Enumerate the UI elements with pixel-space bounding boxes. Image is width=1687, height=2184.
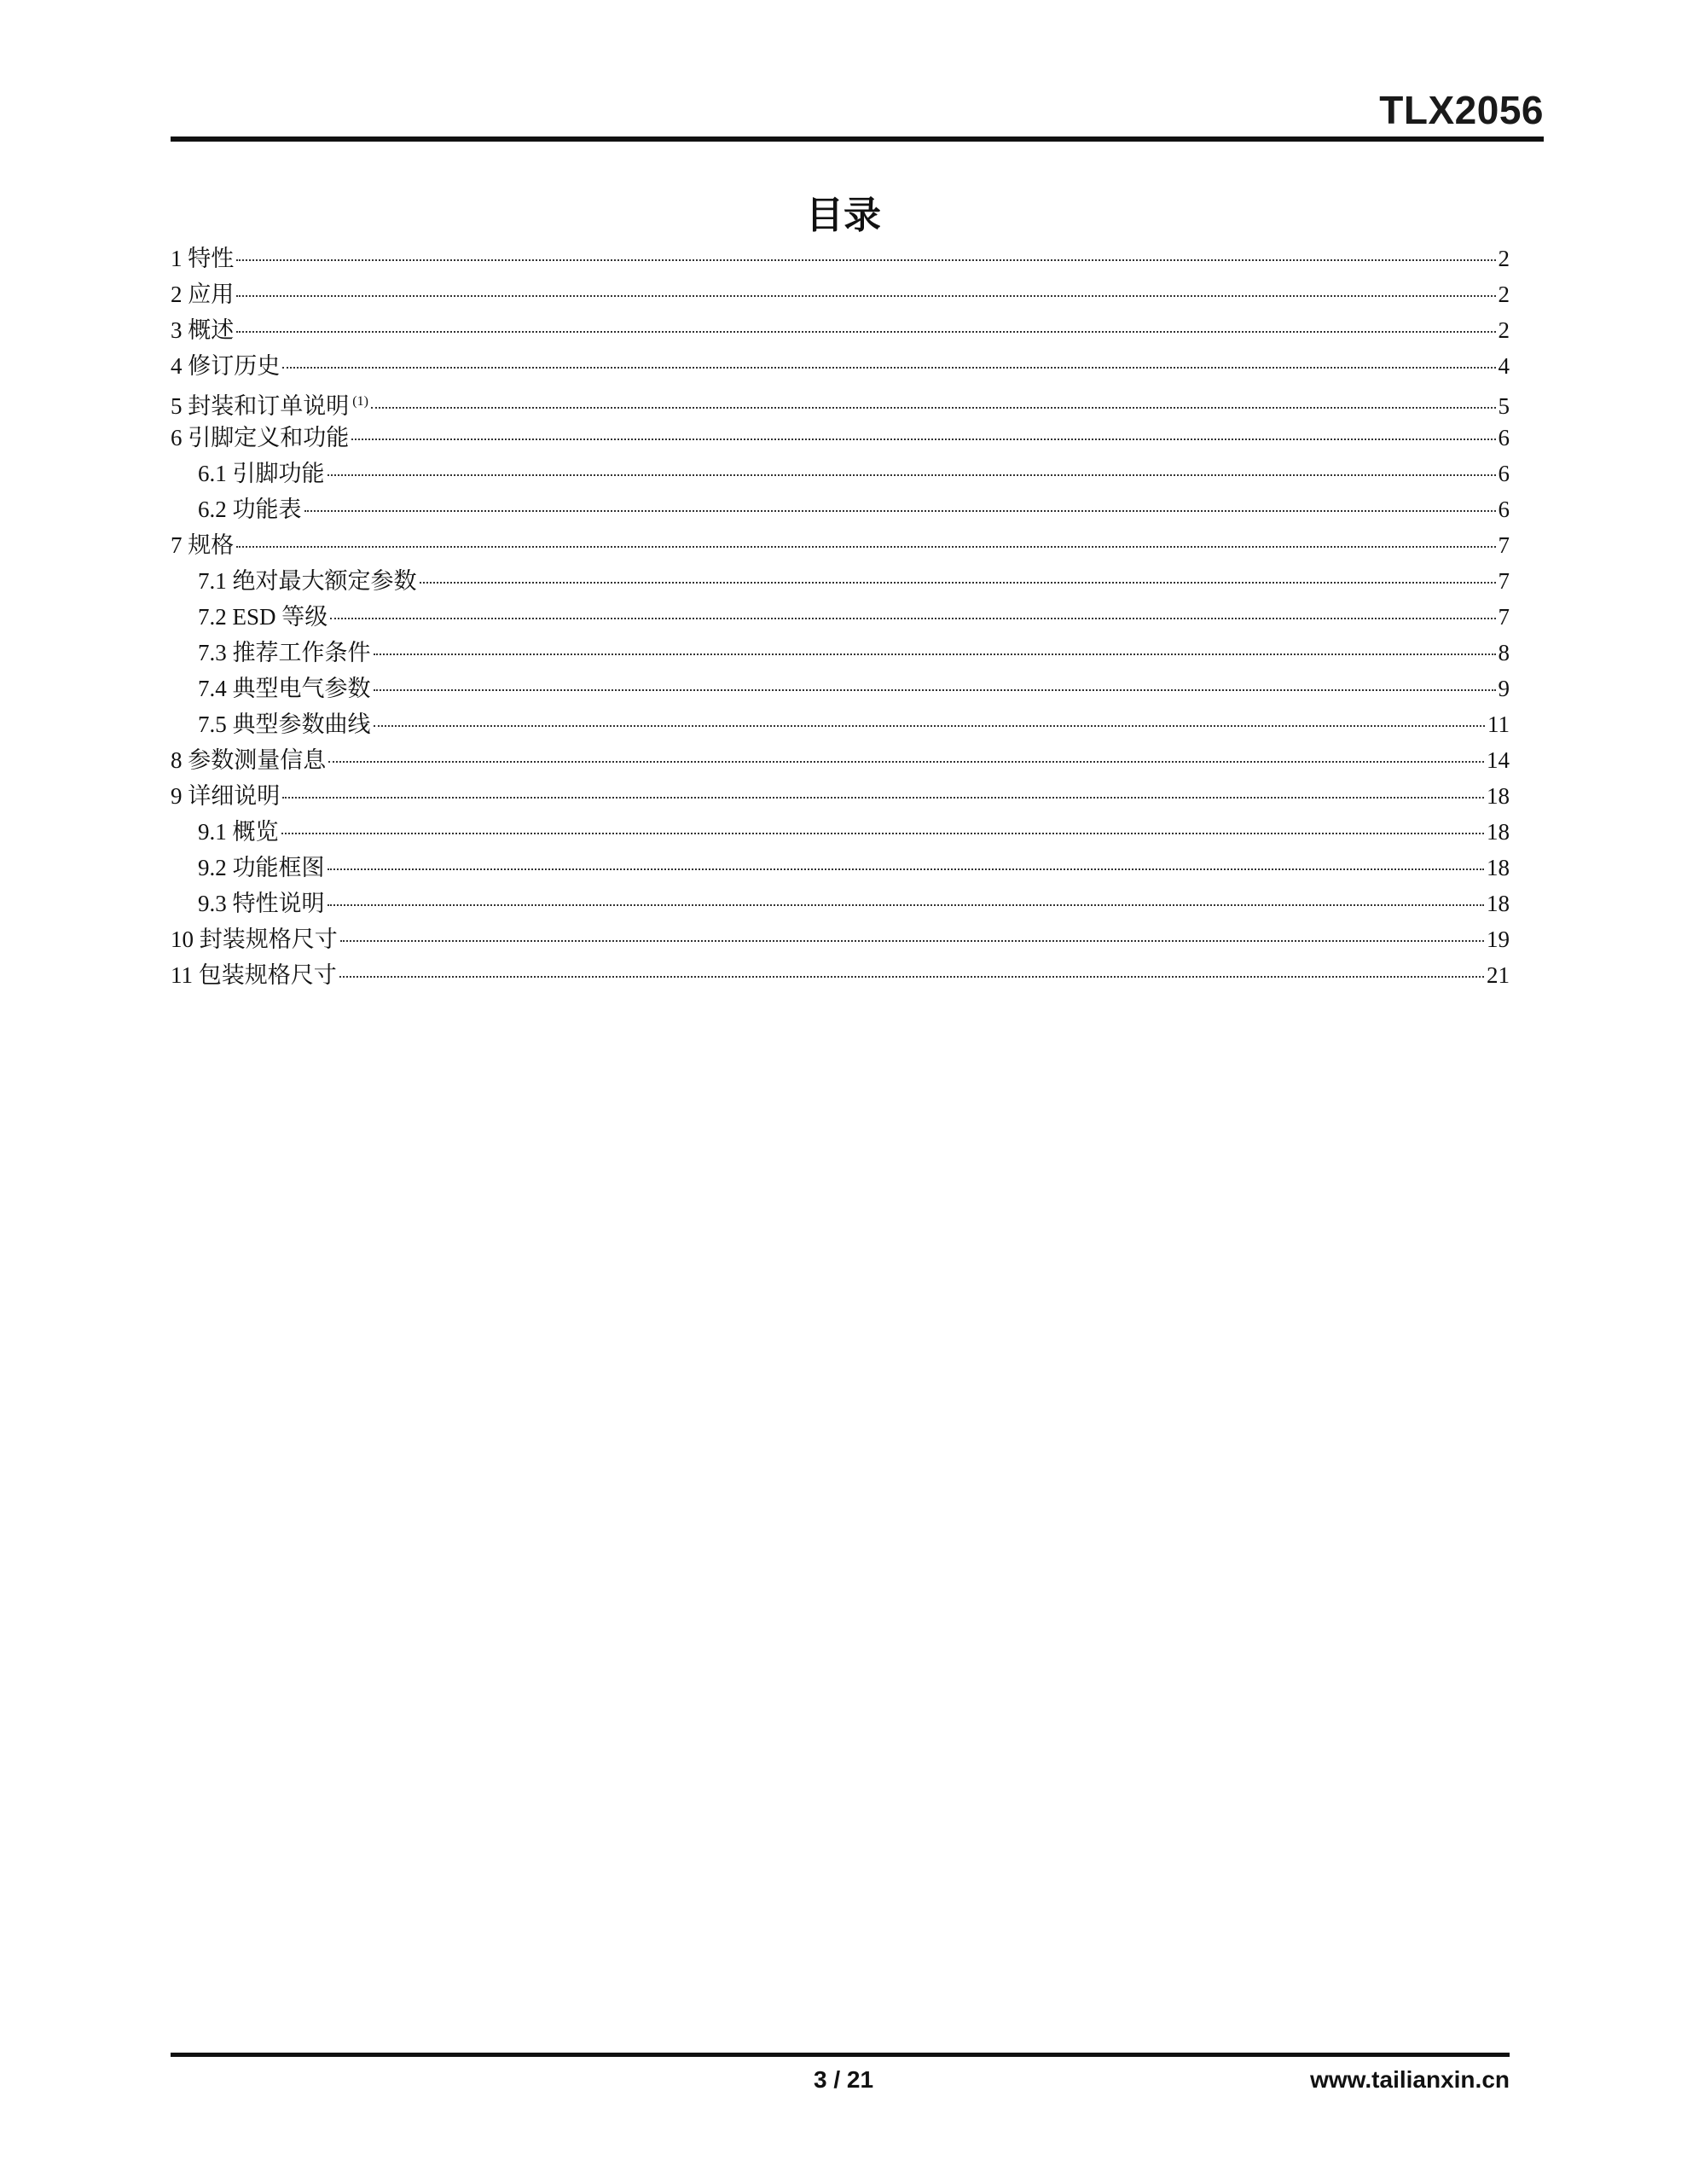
- toc-entry-title: 7.2 ESD 等级: [198, 604, 328, 630]
- dot-leader: [340, 940, 1484, 942]
- dot-leader: [330, 618, 1495, 619]
- footer-divider: [171, 2053, 1510, 2057]
- toc-entry[interactable]: [171, 778, 1510, 814]
- dot-leader: [304, 510, 1496, 512]
- toc-entry[interactable]: [171, 635, 1510, 671]
- toc-entry[interactable]: [171, 742, 1510, 778]
- toc-entry-title: 3 概述: [171, 317, 235, 343]
- toc-entry-title: 7.1 绝对最大额定参数: [198, 568, 417, 594]
- dot-leader: [236, 546, 1495, 548]
- toc-entry-page: 7: [1498, 568, 1510, 594]
- toc-entry-page: 19: [1487, 926, 1510, 952]
- toc-entry-page: 4: [1498, 353, 1510, 379]
- toc-entry-page: 6: [1498, 461, 1510, 486]
- toc-entry[interactable]: [171, 850, 1510, 886]
- dot-leader: [281, 833, 1485, 834]
- dot-leader: [236, 331, 1495, 333]
- toc-entry-page: 7: [1498, 532, 1510, 558]
- toc-entry-page: 7: [1498, 604, 1510, 630]
- dot-leader: [374, 725, 1486, 727]
- toc-entry[interactable]: [171, 921, 1510, 957]
- dot-leader: [328, 868, 1485, 870]
- website-link[interactable]: www.tailianxin.cn: [1310, 2066, 1510, 2093]
- toc-entry-title: 6 引脚定义和功能: [171, 425, 350, 450]
- toc-entry-page: 6: [1498, 425, 1510, 450]
- toc-entry[interactable]: [171, 671, 1510, 706]
- toc-entry-title: 9.2 功能框图: [198, 855, 325, 880]
- toc-entry-page: 8: [1498, 640, 1510, 665]
- dot-leader: [328, 904, 1485, 906]
- toc-entry[interactable]: [171, 599, 1510, 635]
- toc-entry-page: 9: [1498, 676, 1510, 701]
- dot-leader: [420, 582, 1496, 584]
- document-title: TLX2056: [1379, 88, 1544, 132]
- toc-entry-title: 9.3 特性说明: [198, 891, 325, 916]
- toc-entry[interactable]: [171, 241, 1510, 276]
- toc-entry-title: 2 应用: [171, 282, 235, 307]
- toc-entry-page: 18: [1487, 783, 1510, 809]
- table-of-contents: [171, 241, 1510, 993]
- dot-leader: [351, 439, 1495, 440]
- toc-entry[interactable]: [171, 527, 1510, 563]
- toc-entry-title: 10 封装规格尺寸: [171, 926, 338, 952]
- dot-leader: [374, 653, 1496, 655]
- toc-entry[interactable]: [171, 563, 1510, 599]
- toc-entry[interactable]: [171, 420, 1510, 456]
- dot-leader: [328, 761, 1484, 763]
- toc-entry-page: 2: [1498, 282, 1510, 307]
- toc-entry-title: 9 详细说明: [171, 783, 281, 809]
- toc-entry-page: 18: [1487, 891, 1510, 916]
- toc-entry-title: 9.1 概览: [198, 819, 279, 845]
- toc-entry-page: 2: [1498, 246, 1510, 271]
- toc-heading: 目录: [806, 194, 881, 237]
- toc-entry-title: 7 规格: [171, 532, 235, 558]
- toc-entry-title: 1 特性: [171, 246, 235, 271]
- toc-entry[interactable]: [171, 886, 1510, 921]
- toc-entry-title: 7.3 推荐工作条件: [198, 640, 371, 665]
- dot-leader: [236, 295, 1495, 297]
- toc-entry[interactable]: [171, 348, 1510, 384]
- toc-entry[interactable]: [171, 384, 1510, 420]
- toc-entry[interactable]: [171, 957, 1510, 993]
- toc-entry-title: 6.2 功能表: [198, 497, 302, 522]
- toc-entry-title: 7.4 典型电气参数: [198, 676, 371, 701]
- toc-entry[interactable]: [171, 491, 1510, 527]
- toc-entry-title: 7.5 典型参数曲线: [198, 712, 371, 737]
- dot-leader: [236, 259, 1495, 261]
- toc-entry[interactable]: [171, 276, 1510, 312]
- toc-entry[interactable]: [171, 706, 1510, 742]
- toc-entry-page: 5: [1498, 393, 1510, 419]
- toc-entry-title: 4 修订历史: [171, 353, 281, 379]
- toc-entry-page: 14: [1487, 747, 1510, 773]
- toc-entry-page: 18: [1487, 819, 1510, 845]
- toc-entry-page: 11: [1487, 712, 1510, 737]
- page-number: 3 / 21: [813, 2066, 874, 2093]
- toc-entry[interactable]: [171, 312, 1510, 348]
- dot-leader: [374, 689, 1496, 691]
- dot-leader: [282, 797, 1484, 799]
- header-divider: [171, 136, 1544, 142]
- toc-entry-page: 18: [1487, 855, 1510, 880]
- toc-entry[interactable]: [171, 456, 1510, 491]
- toc-entry-page: 2: [1498, 317, 1510, 343]
- dot-leader: [339, 976, 1484, 978]
- toc-entry-title: 11 包装规格尺寸: [171, 962, 337, 988]
- toc-entry-title: 5 封装和订单说明 $^{(1)}$: [171, 393, 368, 419]
- toc-entry[interactable]: [171, 814, 1510, 850]
- toc-entry-title: 6.1 引脚功能: [198, 461, 325, 486]
- toc-entry-page: 21: [1487, 962, 1510, 988]
- toc-entry-page: 6: [1498, 497, 1510, 522]
- footnote-marker: (1): [352, 394, 368, 409]
- dot-leader: [282, 367, 1495, 369]
- toc-entry-title: 8 参数测量信息: [171, 747, 327, 773]
- dot-leader: [328, 474, 1496, 476]
- dot-leader: [371, 407, 1496, 409]
